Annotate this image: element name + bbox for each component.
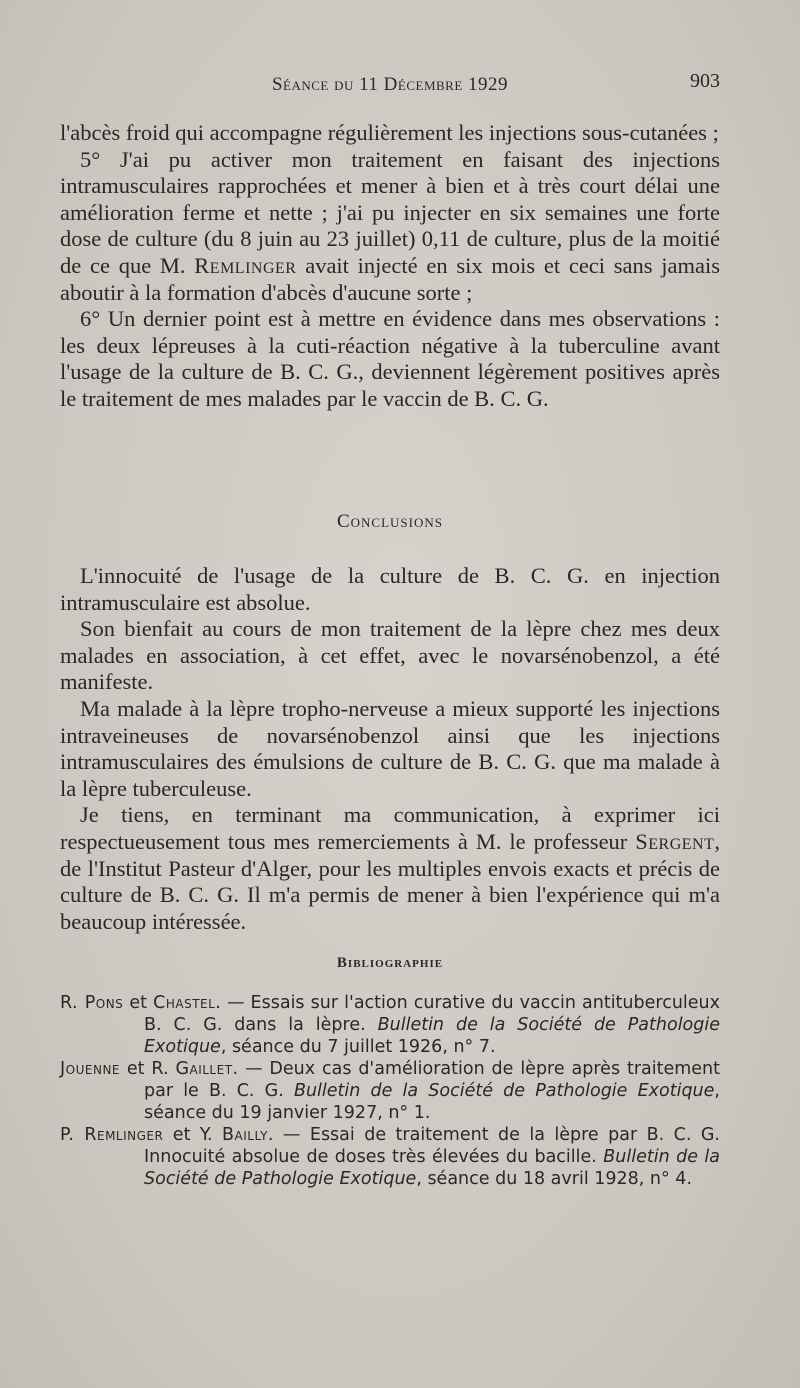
- bib-author: Chastel: [153, 993, 216, 1013]
- conclusions-text: [60, 563, 720, 935]
- bib-journal: Bulletin de la Société de Pathologie Exotique: [144, 1015, 720, 1057]
- bib-author-join: et: [123, 993, 154, 1013]
- bibliography-entry: [60, 1058, 720, 1124]
- bib-author-join: et R.: [120, 1059, 176, 1079]
- paragraph-continuation: l'abcès froid qui accompagne régulièrement les injections sous-cutanées ;: [60, 120, 719, 145]
- bib-journal: Bulletin de la Société de Pathologie Exotique: [293, 1081, 715, 1101]
- point-5-text-b: avait injecté en six mois et ceci sans jamais aboutir à la formation d'abcès d'aucune sorte ;: [60, 252, 721, 305]
- conclusion-paragraph: L'innocuité de l'usage de la culture de B. C. G. en injection intramusculaire est absolue.: [60, 563, 720, 615]
- bib-details: , séance du 7 juillet 1926, n° 7.: [220, 1037, 496, 1057]
- bib-author: P. Remlinger: [60, 1125, 164, 1145]
- body-text: [60, 120, 720, 413]
- bibliography-list: [60, 992, 720, 1190]
- bibliography-entry: [60, 1124, 720, 1190]
- bib-title: . — Essais sur l'action curative du vaccin antituberculeux B. C. G. dans la lèpre.: [144, 993, 720, 1035]
- acknowledgement-text-a: Je tiens, en terminant ma communication, à exprimer ici respectueusement tous mes remerciements à M. le professeur: [60, 802, 720, 854]
- page-number: 903: [690, 70, 720, 92]
- running-head: Séance du 11 Décembre 1929: [271, 74, 509, 95]
- bibliography-entry: [60, 992, 720, 1058]
- bibliography-heading: Bibliographie: [336, 955, 444, 971]
- conclusion-paragraph: Ma malade à la lèpre tropho-nerveuse a mieux supporté les injections intraveineuses de novarsénobenzol ainsi que les injections intramusculaires des émulsions de culture de B. C. G. que ma malade à la lèpre tuberculeuse.: [60, 695, 720, 801]
- author-name-remlinger: Remlinger: [194, 252, 297, 278]
- paragraph-point-6: 6° Un dernier point est à mettre en évidence dans mes observations : les deux lépreuses à la cuti-réaction négative à la tuberculine avant l'usage de la culture de B. C. G., deviennent légèrement positives après le traitement de mes malades par le vaccin de B. C. G.: [60, 306, 720, 411]
- bib-details: , séance du 18 avril 1928, n° 4.: [416, 1169, 693, 1189]
- bib-details: , séance du 19 janvier 1927, n° 1.: [144, 1081, 720, 1123]
- conclusions-heading: Conclusions: [336, 511, 443, 532]
- bib-author: Bailly: [222, 1125, 268, 1145]
- bib-author: Jouenne: [60, 1059, 121, 1079]
- point-5-text-a: 5° J'ai pu activer mon traitement en faisant des injections intramusculaires rapprochées et mener à bien et à très court délai une amélioration ferme et nette ; j'ai pu injecter en six semaines une forte dose de culture (du 8 juin au 23 juillet) 0,11 de culture, plus de la moitié de ce que M.: [60, 146, 720, 278]
- acknowledgement-text-b: , de l'Institut Pasteur d'Alger, pour les multiples envois exacts et précis de culture de B. C. G. Il m'a permis de mener à bien l'expérience qui m'a beaucoup intéressée.: [60, 828, 720, 934]
- bib-author: R. Pons: [60, 993, 124, 1013]
- bib-title: . — Deux cas d'amélioration de lèpre après traitement par le B. C. G.: [144, 1059, 720, 1101]
- bib-author-join: et Y.: [163, 1125, 223, 1145]
- bib-journal: Bulletin de la Société de Pathologie Exotique: [144, 1147, 720, 1189]
- bib-author: Gaillet: [175, 1059, 233, 1079]
- bib-title: . — Essai de traitement de la lèpre par B. C. G. Innocuité absolue de doses très élevées du bacille.: [144, 1125, 720, 1167]
- conclusion-paragraph: Son bienfait au cours de mon traitement de la lèpre chez mes deux malades en association, à cet effet, avec le novarsénobenzol, a été manifeste.: [60, 616, 720, 695]
- author-name-sergent: Sergent: [635, 828, 715, 854]
- paragraph-point-5: [60, 147, 720, 307]
- acknowledgement-paragraph: [60, 802, 720, 935]
